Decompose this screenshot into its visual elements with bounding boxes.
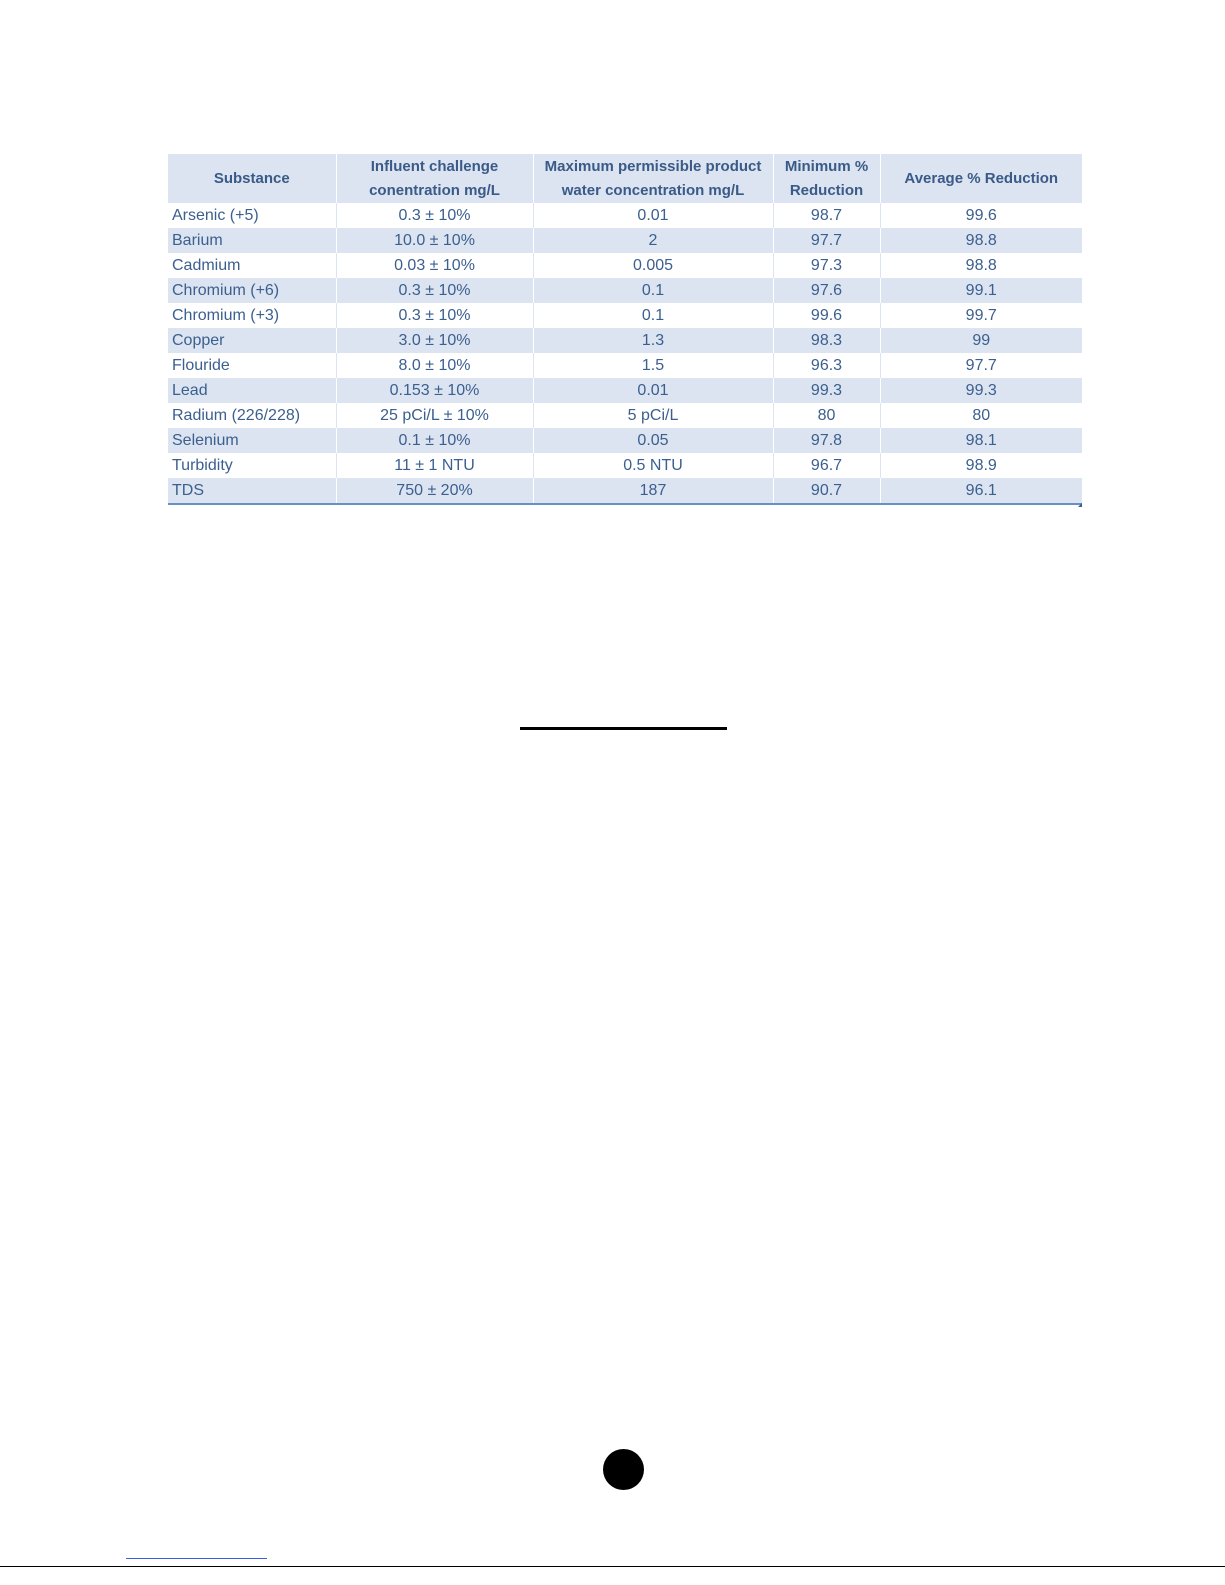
header-minimum-reduction xyxy=(773,154,880,203)
table-header-row xyxy=(168,154,1082,203)
cell-substance: Copper xyxy=(168,328,336,353)
cell-substance: Lead xyxy=(168,378,336,403)
header-substance: Substance xyxy=(168,154,336,203)
cell-influent: 10.0 ± 10% xyxy=(336,228,533,253)
cell-max-permissible: 0.5 NTU xyxy=(533,453,773,478)
table-row xyxy=(168,353,1082,378)
cell-max-permissible: 1.5 xyxy=(533,353,773,378)
table-row xyxy=(168,228,1082,253)
page-number-dot xyxy=(603,1449,644,1490)
header-max-permissible xyxy=(533,154,773,203)
table-row xyxy=(168,203,1082,228)
cell-influent: 0.153 ± 10% xyxy=(336,378,533,403)
cell-avg-reduction: 96.1 xyxy=(880,478,1082,504)
cell-substance: Chromium (+3) xyxy=(168,303,336,328)
cell-min-reduction: 99.6 xyxy=(773,303,880,328)
table-row xyxy=(168,303,1082,328)
table-resize-handle-icon xyxy=(1078,503,1082,507)
cell-substance: Flouride xyxy=(168,353,336,378)
cell-substance: Chromium (+6) xyxy=(168,278,336,303)
cell-avg-reduction: 99 xyxy=(880,328,1082,353)
cell-min-reduction: 96.7 xyxy=(773,453,880,478)
cell-avg-reduction: 99.3 xyxy=(880,378,1082,403)
cell-min-reduction: 99.3 xyxy=(773,378,880,403)
cell-max-permissible: 0.05 xyxy=(533,428,773,453)
cell-influent: 0.3 ± 10% xyxy=(336,203,533,228)
cell-avg-reduction: 99.7 xyxy=(880,303,1082,328)
header-influent-concentration xyxy=(336,154,533,203)
table-body xyxy=(168,203,1082,504)
cell-influent: 0.3 ± 10% xyxy=(336,303,533,328)
cell-max-permissible: 0.1 xyxy=(533,303,773,328)
cell-influent: 8.0 ± 10% xyxy=(336,353,533,378)
cell-max-permissible: 1.3 xyxy=(533,328,773,353)
table-row xyxy=(168,428,1082,453)
cell-avg-reduction: 97.7 xyxy=(880,353,1082,378)
cell-substance: Arsenic (+5) xyxy=(168,203,336,228)
table-row xyxy=(168,478,1082,504)
cell-max-permissible: 0.01 xyxy=(533,203,773,228)
cell-influent: 750 ± 20% xyxy=(336,478,533,504)
cell-substance: TDS xyxy=(168,478,336,504)
cell-min-reduction: 97.6 xyxy=(773,278,880,303)
footer-rule xyxy=(0,1566,1225,1567)
cell-min-reduction: 98.3 xyxy=(773,328,880,353)
cell-substance: Radium (226/228) xyxy=(168,403,336,428)
cell-avg-reduction: 98.8 xyxy=(880,228,1082,253)
cell-max-permissible: 0.005 xyxy=(533,253,773,278)
table-row xyxy=(168,403,1082,428)
cell-avg-reduction: 99.1 xyxy=(880,278,1082,303)
cell-min-reduction: 97.3 xyxy=(773,253,880,278)
cell-max-permissible: 2 xyxy=(533,228,773,253)
cell-substance: Cadmium xyxy=(168,253,336,278)
cell-avg-reduction: 98.9 xyxy=(880,453,1082,478)
table-row xyxy=(168,278,1082,303)
cell-influent: 0.3 ± 10% xyxy=(336,278,533,303)
cell-min-reduction: 98.7 xyxy=(773,203,880,228)
cell-min-reduction: 80 xyxy=(773,403,880,428)
cell-max-permissible: 0.01 xyxy=(533,378,773,403)
reduction-table-container xyxy=(168,154,1082,505)
contaminant-reduction-table xyxy=(168,154,1082,505)
header-minimum-text: Minimum % Reduction xyxy=(784,157,869,199)
cell-influent: 3.0 ± 10% xyxy=(336,328,533,353)
cell-avg-reduction: 98.1 xyxy=(880,428,1082,453)
table-row xyxy=(168,453,1082,478)
cell-substance: Selenium xyxy=(168,428,336,453)
table-row xyxy=(168,328,1082,353)
cell-min-reduction: 96.3 xyxy=(773,353,880,378)
cell-min-reduction: 90.7 xyxy=(773,478,880,504)
cell-avg-reduction: 99.6 xyxy=(880,203,1082,228)
cell-min-reduction: 97.8 xyxy=(773,428,880,453)
header-max-permissible-text: Maximum permissible product water concentration mg/L xyxy=(544,157,762,199)
table-row xyxy=(168,253,1082,278)
cell-avg-reduction: 98.8 xyxy=(880,253,1082,278)
cell-max-permissible: 0.1 xyxy=(533,278,773,303)
cell-influent: 0.03 ± 10% xyxy=(336,253,533,278)
cell-max-permissible: 5 pCi/L xyxy=(533,403,773,428)
cell-min-reduction: 97.7 xyxy=(773,228,880,253)
table-row xyxy=(168,378,1082,403)
cell-influent: 25 pCi/L ± 10% xyxy=(336,403,533,428)
cell-substance: Turbidity xyxy=(168,453,336,478)
cell-influent: 0.1 ± 10% xyxy=(336,428,533,453)
header-influent-text: Influent challenge conentration mg/L xyxy=(369,157,500,199)
cell-avg-reduction: 80 xyxy=(880,403,1082,428)
header-average-reduction: Average % Reduction xyxy=(880,154,1082,203)
section-heading-underline xyxy=(520,727,727,730)
cell-influent: 11 ± 1 NTU xyxy=(336,453,533,478)
footnote-link-underline xyxy=(126,1558,267,1559)
cell-max-permissible: 187 xyxy=(533,478,773,504)
cell-substance: Barium xyxy=(168,228,336,253)
